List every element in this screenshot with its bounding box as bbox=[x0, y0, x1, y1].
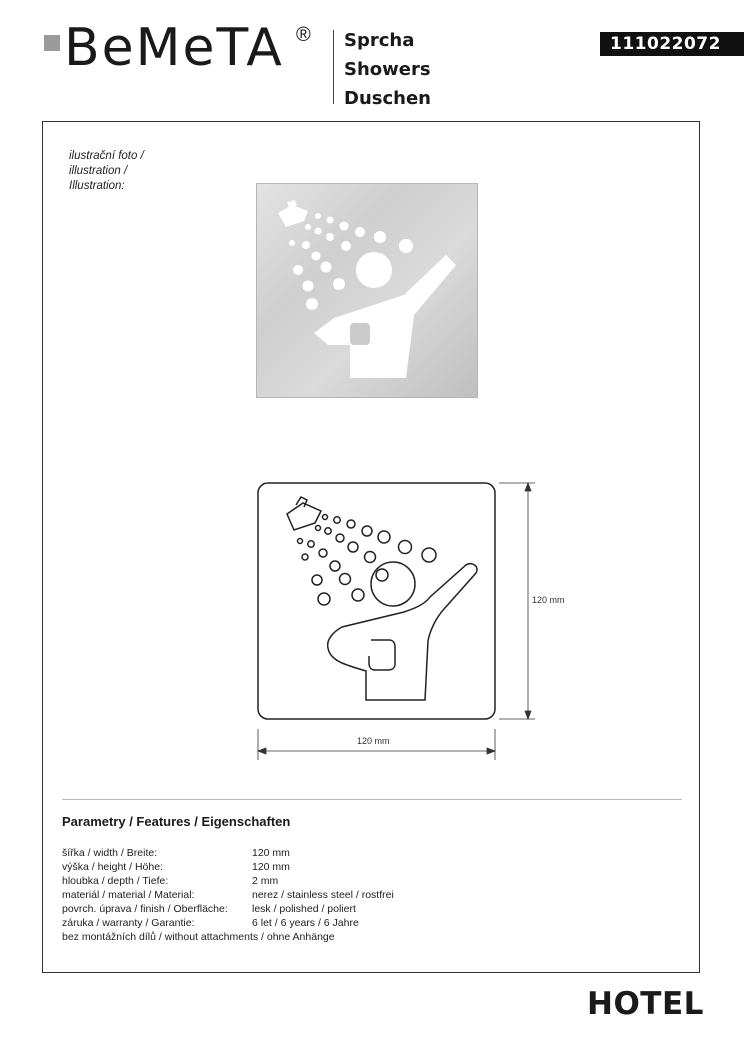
width-dimension-label: 120 mm bbox=[357, 736, 390, 746]
features-title: Parametry / Features / Eigenschaften bbox=[62, 814, 291, 829]
spec-label: záruka / warranty / Garantie: bbox=[62, 917, 195, 929]
illustration-note bbox=[69, 149, 144, 194]
product-code: 111022072 bbox=[600, 32, 744, 56]
illustration-note-en: illustration / bbox=[69, 165, 128, 177]
spec-value: lesk / polished / poliert bbox=[252, 903, 356, 915]
specs-table bbox=[62, 846, 394, 944]
height-dimension-label: 120 mm bbox=[532, 595, 565, 605]
spec-row bbox=[62, 860, 335, 874]
spec-label: výška / height / Höhe: bbox=[62, 861, 163, 873]
registered-mark: ® bbox=[296, 24, 311, 46]
product-name-de: Duschen bbox=[344, 88, 431, 109]
spec-row bbox=[62, 902, 356, 916]
spec-value: 120 mm bbox=[252, 861, 290, 873]
brand-logo: BeMeTA bbox=[64, 18, 284, 78]
spec-row bbox=[62, 888, 394, 902]
spec-value: 120 mm bbox=[252, 847, 290, 859]
category-label: HOTEL bbox=[587, 986, 704, 1022]
spec-label: hloubka / depth / Tiefe: bbox=[62, 875, 169, 887]
spec-row bbox=[62, 916, 359, 930]
section-divider bbox=[62, 799, 682, 800]
logo-square bbox=[44, 35, 60, 51]
spec-value: 6 let / 6 years / 6 Jahre bbox=[252, 917, 359, 929]
spec-row bbox=[62, 874, 335, 888]
header-divider bbox=[333, 30, 334, 104]
product-photo bbox=[256, 183, 478, 398]
spec-label: materiál / material / Material: bbox=[62, 889, 195, 901]
illustration-note-cz: ilustrační foto / bbox=[69, 150, 144, 162]
spec-row bbox=[62, 846, 335, 860]
product-name-cz: Sprcha bbox=[344, 30, 415, 51]
spec-value: 2 mm bbox=[252, 875, 279, 887]
illustration-note-de: Illustration: bbox=[69, 180, 125, 192]
spec-label: šířka / width / Breite: bbox=[62, 847, 158, 859]
product-names bbox=[344, 26, 431, 113]
shower-sign-photo-icon bbox=[256, 183, 478, 398]
spec-value: nerez / stainless steel / rostfrei bbox=[252, 889, 394, 901]
spec-note: bez montážních dílů / without attachments / ohne Anhänge bbox=[62, 931, 335, 943]
product-name-en: Showers bbox=[344, 59, 431, 80]
spec-label: povrch. úprava / finish / Oberfläche: bbox=[62, 903, 228, 915]
